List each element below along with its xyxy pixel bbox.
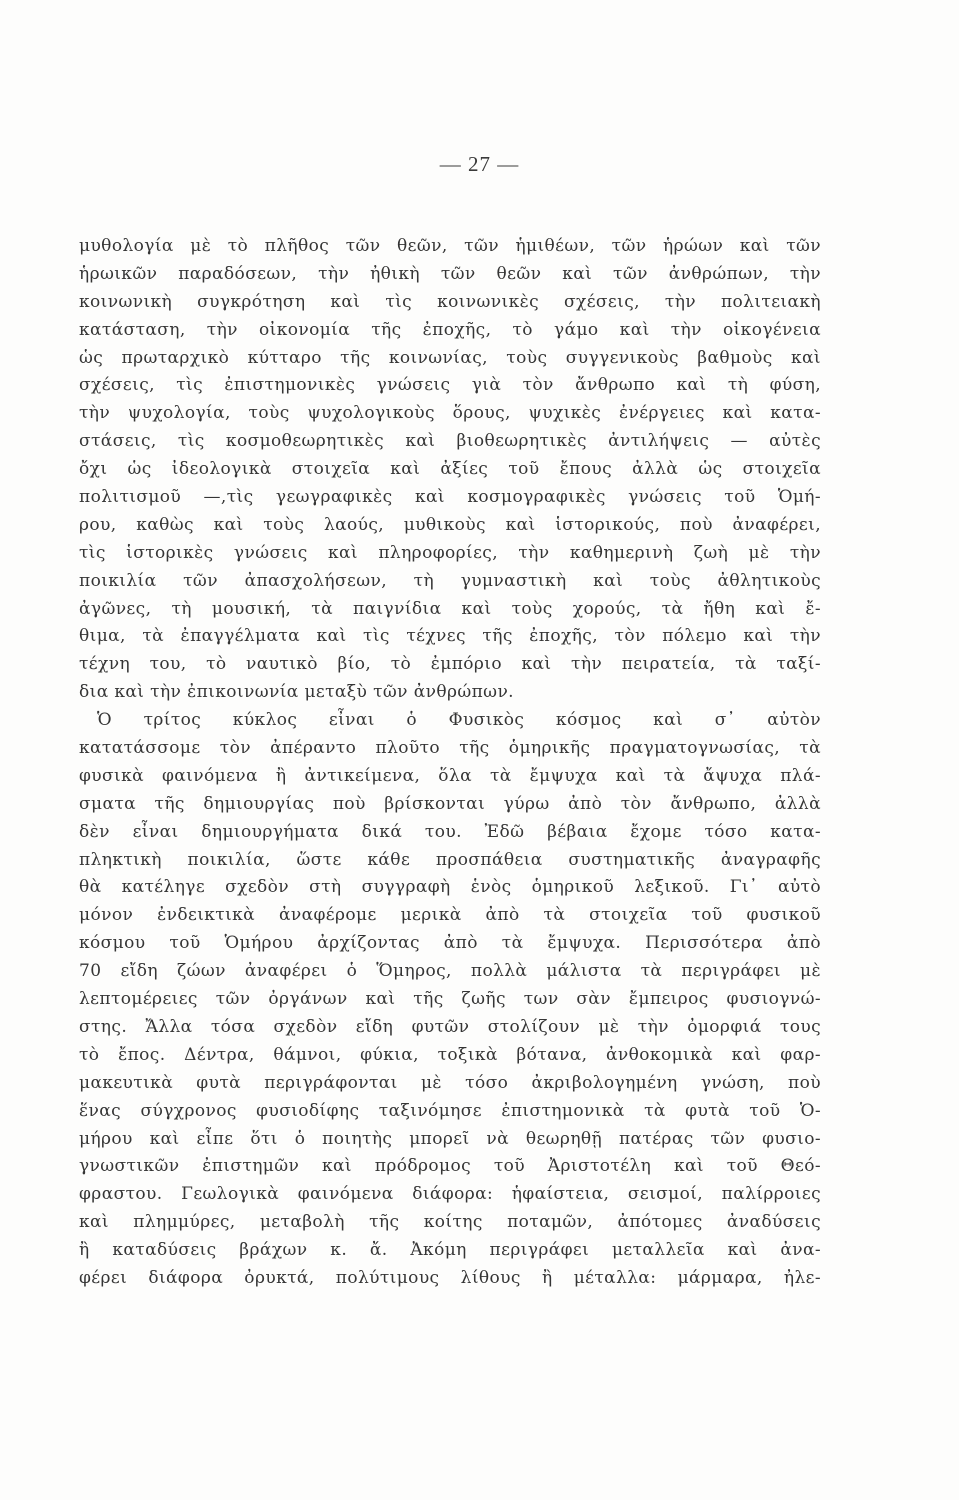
text-line: σματα τῆς δημιουργίας ποὺ βρίσκονται γύρω ἀπὸ τὸν ἄνθρωπο, ἀλλὰ [79,793,821,814]
text-line: ἀγῶνες, τὴ μουσική, τὰ παιγνίδια καὶ τοὺς χορούς, τὰ ἤθη καὶ ἔ- [79,598,821,619]
paragraph-start-line: Ὁ τρίτος κύκλος εἶναι ὁ Φυσικὸς κόσμος καὶ σ᾽ αὐτὸν [97,710,821,731]
body-text [79,233,821,1293]
text-line: ἢ καταδύσεις βράχων κ. ἄ. Ἀκόμη περιγράφει μεταλλεῖα καὶ ἀνα- [79,1240,821,1261]
text-line: ἕνας σύγχρονος φυσιοδίφης ταξινόμησε ἐπιστημονικὰ τὰ φυτὰ τοῦ Ὁ- [79,1100,821,1121]
text-line: λεπτομέρειες τῶν ὀργάνων καὶ τῆς ζωῆς των σὰν ἔμπειρος φυσιογνώ- [79,989,821,1010]
paragraph-end-line: δια καὶ τὴν ἐπικοινωνία μεταξὺ τῶν ἀνθρώπων. [79,682,514,703]
text-line: γνωστικῶν ἐπιστημῶν καὶ πρόδρομος τοῦ Ἀριστοτέλη καὶ τοῦ Θεό- [79,1156,821,1177]
text-line: στης. Ἄλλα τόσα σχεδὸν εἴδη φυτῶν στολίζουν μὲ τὴν ὀμορφιά τους [79,1016,821,1037]
text-line: μακευτικὰ φυτὰ περιγράφονται μὲ τόσο ἀκριβολογημένη γνώση, ποὺ [79,1072,821,1093]
text-line: μυθολογία μὲ τὸ πλῆθος τῶν θεῶν, τῶν ἡμιθέων, τῶν ἡρώων καὶ τῶν [79,236,821,256]
text-line: θιμα, τὰ ἐπαγγέλματα καὶ τὶς τέχνες τῆς ἐποχῆς, τὸν πόλεμο καὶ τὴν [79,626,821,647]
text-line: μήρου καὶ εἶπε ὅτι ὁ ποιητὴς μπορεῖ νὰ θεωρηθῇ πατέρας τῶν φυσιο- [79,1128,821,1149]
text-line: ποικιλία τῶν ἀπασχολήσεων, τὴ γυμναστικὴ καὶ τοὺς ἀθλητικοὺς [79,570,821,591]
text-line: τὶς ἱστορικὲς γνώσεις καὶ πληροφορίες, τὴν καθημερινὴ ζωὴ μὲ τὴν [79,542,821,563]
text-line: κατάσταση, τὴν οἰκονομία τῆς ἐποχῆς, τὸ γάμο καὶ τὴν οἰκογένεια [79,319,821,340]
text-line: δὲν εἶναι δημιουργήματα δικά του. Ἐδῶ βέβαια ἔχομε τόσο κατα- [79,821,821,842]
text-line: κοινωνικὴ συγκρότηση καὶ τὶς κοινωνικὲς σχέσεις, τὴν πολιτειακὴ [79,291,821,312]
text-line: ρου, καθὼς καὶ τοὺς λαούς, μυθικοὺς καὶ ἱστορικούς, ποὺ ἀναφέρει, [79,514,821,535]
text-line: τὸ ἔπος. Δέντρα, θάμνοι, φύκια, τοξικὰ βότανα, ἀνθοκομικὰ καὶ φαρ- [79,1044,821,1065]
text-line: πολιτισμοῦ —,τὶς γεωγραφικὲς καὶ κοσμογραφικὲς γνώσεις τοῦ Ὁμή- [79,487,821,508]
text-line: μόνον ἐνδεικτικὰ ἀναφέρομε μερικὰ ἀπὸ τὰ στοιχεῖα τοῦ φυσικοῦ [79,905,821,926]
text-line: τέχνη του, τὸ ναυτικὸ βίο, τὸ ἐμπόριο καὶ τὴν πειρατεία, τὰ ταξί- [79,654,821,675]
text-line: στάσεις, τὶς κοσμοθεωρητικὲς καὶ βιοθεωρητικὲς ἀντιλήψεις — αὐτὲς [79,431,821,452]
text-line: ὡς πρωταρχικὸ κύτταρο τῆς κοινωνίας, τοὺς συγγενικοὺς βαθμοὺς καὶ [79,347,821,368]
text-line: ὄχι ὡς ἰδεολογικὰ στοιχεῖα καὶ ἀξίες τοῦ ἔπους ἀλλὰ ὡς στοιχεῖα [79,459,821,480]
text-line: σχέσεις, τὶς ἐπιστημονικὲς γνώσεις γιὰ τὸν ἄνθρωπο καὶ τὴ φύση, [79,375,821,396]
text-line: κόσμου τοῦ Ὁμήρου ἀρχίζοντας ἀπὸ τὰ ἔμψυχα. Περισσότερα ἀπὸ [79,933,821,954]
text-line: 70 εἴδη ζώων ἀναφέρει ὁ Ὅμηρος, πολλὰ μάλιστα τὰ περιγράφει μὲ [79,961,821,982]
text-line: κατατάσσομε τὸν ἀπέραντο πλοῦτο τῆς ὁμηρικῆς πραγματογνωσίας, τὰ [79,738,821,759]
text-line: πληκτικὴ ποικιλία, ὥστε κάθε προσπάθεια συστηματικῆς ἀναγραφῆς [79,849,821,870]
text-line: φέρει διάφορα ὀρυκτά, πολύτιμους λίθους ἢ μέταλλα: μάρμαρα, ἠλε- [79,1267,821,1288]
text-line: ἡρωικῶν παραδόσεων, τὴν ἠθικὴ τῶν θεῶν καὶ τῶν ἀνθρώπων, τὴν [79,263,821,284]
page-number: — 27 — [439,152,520,176]
text-line: τὴν ψυχολογία, τοὺς ψυχολογικοὺς ὅρους, ψυχικὲς ἐνέργειες καὶ κατα- [79,403,821,424]
text-line: καὶ πλημμύρες, μεταβολὴ τῆς κοίτης ποταμῶν, ἀπότομες ἀναδύσεις [79,1212,821,1233]
text-line: θὰ κατέληγε σχεδὸν στὴ συγγραφὴ ἑνὸς ὁμηρικοῦ λεξικοῦ. Γι᾽ αὐτὸ [79,877,821,898]
text-line: φραστου. Γεωλογικὰ φαινόμενα διάφορα: ἡφαίστεια, σεισμοί, παλίρροιες [79,1184,821,1205]
text-line: φυσικὰ φαινόμενα ἢ ἀντικείμενα, ὅλα τὰ ἔμψυχα καὶ τὰ ἄψυχα πλά- [79,765,821,786]
